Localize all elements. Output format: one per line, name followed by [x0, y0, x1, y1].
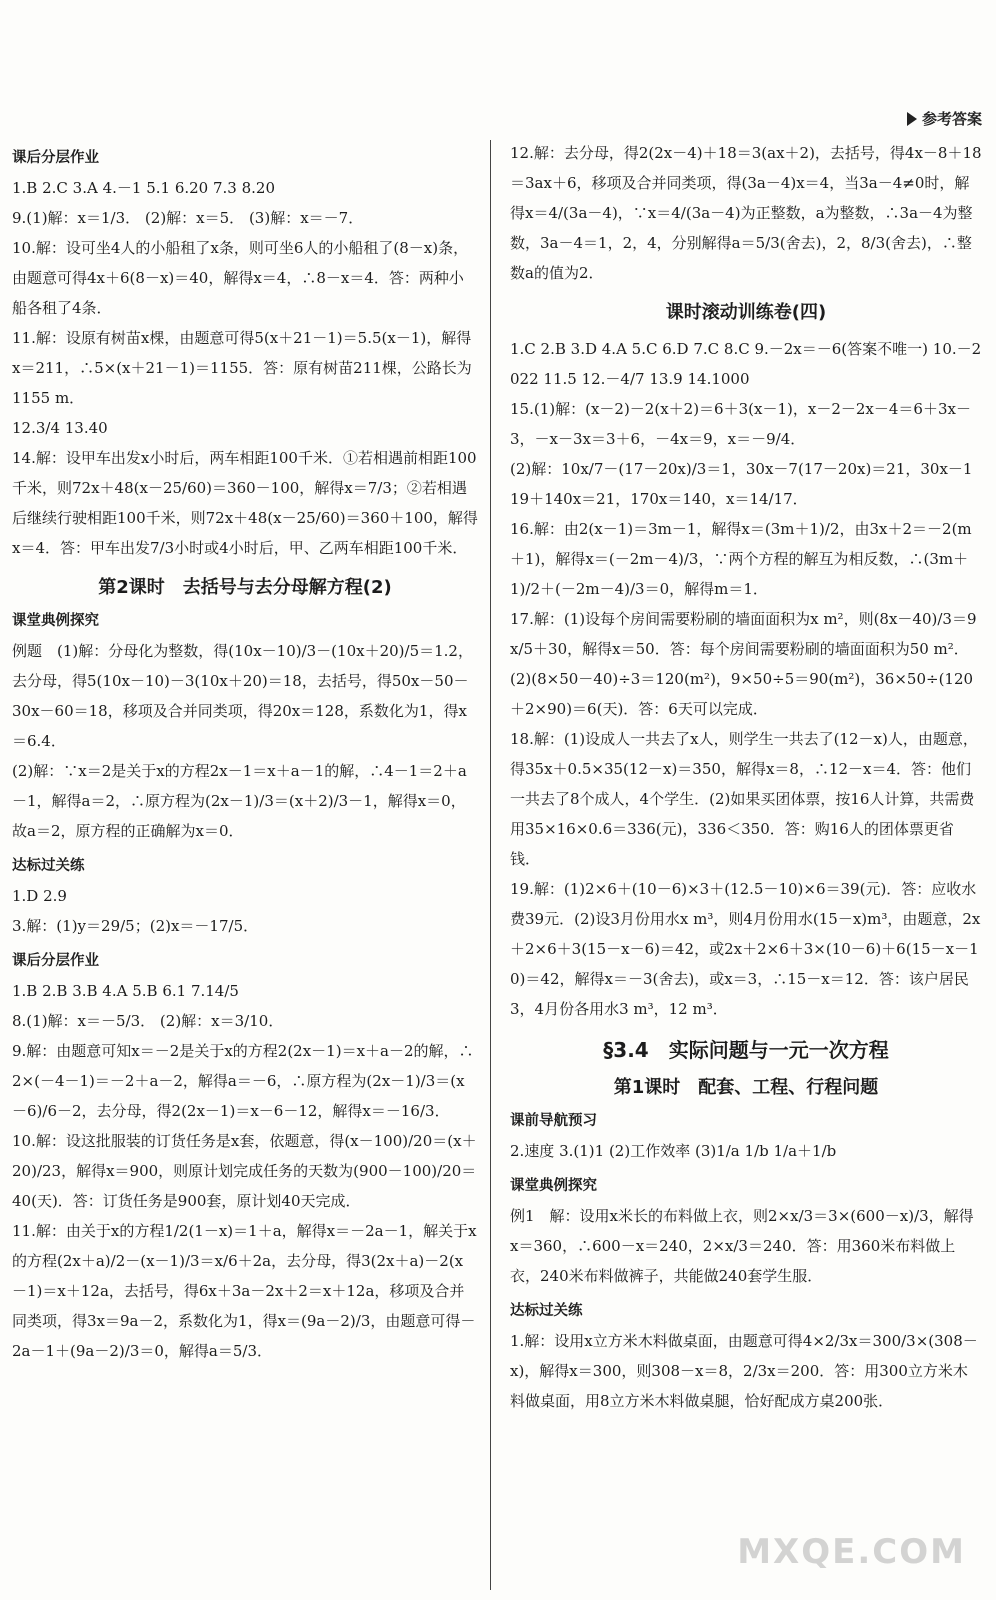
section-heading: 课后分层作业 — [12, 150, 99, 166]
answer-line: (2)解：∵x＝2是关于x的方程2x－1＝x＋a－1的解，∴4－1＝2＋a－1，解得a＝2，∴原方程为(2x－1)/3＝(x＋2)/3－1，解得x＝0，故a＝2，原方程的正确解为x＝0． — [12, 762, 467, 840]
answer-line: 11.解：设原有树苗x棵，由题意可得5(x＋21－1)＝5.5(x－1)，解得x＝211，∴5×(x＋21－1)＝1155．答：原有树苗211棵，公路长为1155 m． — [12, 329, 472, 407]
answer-line: 1.解：设用x立方米木料做桌面，由题意可得4×2/3x＝300/3×(308－x)，解得x＝300，则308－x＝8，2/3x＝200．答：用300立方米木料做桌面，用8立方米木料做桌腿，恰好配成方桌200张． — [510, 1332, 978, 1410]
answer-line: 10.解：设这批服装的订货任务是x套，依题意，得(x－100)/20＝(x＋20)/23，解得x＝900，则原计划完成任务的天数为(900－100)/20＝40(天)．答：订货任务是900套，原计划40天完成． — [12, 1132, 477, 1210]
answer-line: 12.解：去分母，得2(2x－4)＋18＝3(ax＋2)，去括号，得4x－8＋18＝3ax＋6，移项及合并同类项，得(3a－4)x＝4，当3a－4≠0时，解得x＝4/(3a－4)，∵x＝4/(3a－4)为正整数，a为整数，∴3a－4为整数，3a－4＝1，2，4，分别解得a＝5/3(舍去)，2，8/3(舍去)，∴整数a的值为2． — [510, 144, 982, 282]
answer-line: 8.(1)解：x＝－5/3． (2)解：x＝3/10． — [12, 1012, 284, 1030]
answer-line: 14.解：设甲车出发x小时后，两车相距100千米．①若相遇前相距100千米，则72x＋48(x－25/60)＝360－100，解得x＝7/3；②若相遇后继续行驶相距100千米，则72x＋48(x－25/60)＝360＋100，解得x＝4．答：甲车出发7/3小时或4小时后，甲、乙两车相距100千米． — [12, 449, 478, 557]
answer-line: 1.B 2.B 3.B 4.A 5.B 6.1 7.14/5 — [12, 982, 239, 1000]
section-heading: 达标过关练 — [12, 858, 85, 874]
answer-line: 19.解：(1)2×6＋(10－6)×3＋(12.5－10)×6＝39(元)．答：应收水费39元．(2)设3月份用水x m³，则4月份用水(15－x)m³，由题意，2x＋2×6＋3(15－x－6)＝42，或2x＋2×6＋3×(10－6)＋6(15－x－10)＝42，解得x＝－3(舍去)，或x＝3，∴15－x＝12．答：该户居民3，4月份各用水3 m³，12 m³． — [510, 880, 981, 1018]
chapter-title: §3.4 实际问题与一元一次方程 — [603, 1038, 889, 1062]
section-heading: 课前导航预习 — [510, 1113, 597, 1129]
watermark: MXQE.COM — [737, 1532, 966, 1572]
section-heading: 课堂典例探究 — [12, 613, 99, 629]
lesson-title: 第2课时 去括号与去分母解方程(2) — [98, 577, 392, 598]
answer-line: 10.解：设可坐4人的小船租了x条，则可坐6人的小船租了(8－x)条，由题意可得4x＋6(8－x)＝40，解得x＝4，∴8－x＝4．答：两种小船各租了4条． — [12, 239, 469, 317]
page-header — [907, 108, 982, 129]
answer-line: 2.速度 3.(1)1 (2)工作效率 (3)1/a 1/b 1/a＋1/b — [510, 1142, 837, 1160]
answer-line: 17.解：(1)设每个房间需要粉刷的墙面面积为x m²，则(8x－40)/3＝9x/5＋30，解得x＝50．答：每个房间需要粉刷的墙面面积为50 m²．(2)(8×50－40)÷3＝120(m²)，9×50÷5＝90(m²)，36×50÷(120＋2×90)＝6(天)．答：6天可以完成． — [510, 610, 977, 718]
lesson-title: 第1课时 配套、工程、行程问题 — [613, 1077, 879, 1098]
header-label: 参考答案 — [921, 110, 982, 128]
answer-line: 18.解：(1)设成人一共去了x人，则学生一共去了(12－x)人，由题意，得35x＋0.5×35(12－x)＝350，解得x＝8，∴12－x＝4．答：他们一共去了8个成人，4个学生．(2)如果买团体票，按16人计算，共需费用35×16×0.6＝336(元)，336＜350．答：购16人的团体票更省钱． — [510, 730, 978, 868]
section-heading: 课堂典例探究 — [510, 1178, 597, 1194]
answer-line: 12.3/4 13.40 — [12, 419, 108, 437]
answer-line: 11.解：由关于x的方程1/2(1－x)＝1＋a，解得x＝－2a－1，解关于x的方程(2x＋a)/2－(x－1)/3＝x/6＋2a，去分母，得3(2x＋a)－2(x－1)＝x＋12a，去括号，得6x＋3a－2x＋2＝x＋12a，移项及合并同类项，得3x＝9a－2，系数化为1，得x＝(9a－2)/3，由题意可得－2a－1＋(9a－2)/3＝0，解得a＝5/3． — [12, 1222, 477, 1360]
section-heading: 课后分层作业 — [12, 953, 99, 969]
answer-line: 9.(1)解：x＝1/3． (2)解：x＝5． (3)解：x＝－7． — [12, 209, 364, 227]
answer-line: 1.B 2.C 3.A 4.－1 5.1 6.20 7.3 8.20 — [12, 179, 276, 197]
right-column — [510, 138, 982, 1416]
answer-line: 1.D 2.9 — [12, 887, 67, 905]
left-column — [12, 138, 478, 1366]
answer-line: (2)解：10x/7－(17－20x)/3＝1，30x－7(17－20x)＝21，30x－119＋140x＝21，170x＝140，x＝14/17． — [510, 460, 973, 508]
answer-line: 9.解：由题意可知x＝－2是关于x的方程2(2x－1)＝x＋a－2的解，∴2×(－4－1)＝－2＋a－2，解得a＝－6，∴原方程为(2x－1)/3＝(x－6)/6－2，去分母，得2(2x－1)＝x－6－12，解得x＝－16/3． — [12, 1042, 474, 1120]
answer-line: 例题 (1)解：分母化为整数，得(10x－10)/3－(10x＋20)/5＝1.2，去分母，得5(10x－10)－3(10x＋20)＝18，去括号，得50x－50－30x－60＝18，移项及合并同类项，得20x＝128，系数化为1，得x＝6.4． — [12, 642, 473, 750]
triangle-icon — [907, 112, 917, 126]
column-divider — [490, 140, 491, 1590]
section-heading: 达标过关练 — [510, 1303, 583, 1319]
answer-line: 3.解：(1)y＝29/5；(2)x＝－17/5． — [12, 917, 259, 935]
lesson-title: 课时滚动训练卷(四) — [665, 302, 827, 323]
answer-line: 15.(1)解：(x－2)－2(x＋2)＝6＋3(x－1)，x－2－2x－4＝6＋3x－3，－x－3x＝3＋6，－4x＝9，x＝－9/4． — [510, 400, 971, 448]
answer-line: 例1 解：设用x米长的布料做上衣，则2×x/3＝3×(600－x)/3，解得x＝360，∴600－x＝240，2×x/3＝240．答：用360米布料做上衣，240米布料做裤子，共能做240套学生服． — [510, 1207, 974, 1285]
answer-line: 1.C 2.B 3.D 4.A 5.C 6.D 7.C 8.C 9.－2x＝－6(答案不唯一) 10.－2022 11.5 12.－4/7 13.9 14.1000 — [510, 340, 982, 388]
answer-line: 16.解：由2(x－1)＝3m－1，解得x＝(3m＋1)/2，由3x＋2＝－2(m＋1)，解得x＝(－2m－4)/3，∵两个方程的解互为相反数，∴(3m＋1)/2＋(－2m－4)/3＝0，解得m＝1． — [510, 520, 972, 598]
